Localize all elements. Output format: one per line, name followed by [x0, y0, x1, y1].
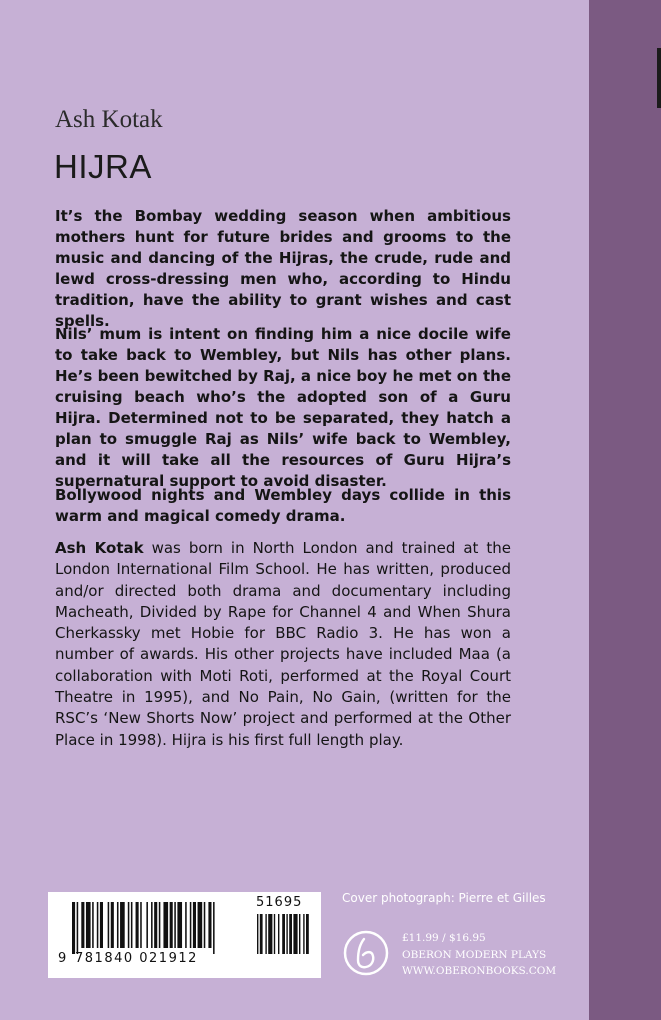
bio-text: was born in North London and trained at the London International Film School. He has written, produced and/or directed both drama and documentary including Macheath, Divided by Rape for Channel 4 and When Shura Cherkassky met Hobie for BBC Radio 3. He has won a number of awards. His other projects have included Maa (a collaboration with Moti Roti, performed at the Royal Court Theatre in 1995), and No Pain, No Gain, (written for the RSC’s ‘New Shorts Now’ project and performed at the Other Place in 1998). Hijra is his first full length play. — [55, 539, 512, 749]
author-bio — [55, 538, 511, 751]
publisher-info — [402, 930, 556, 980]
barcode-lead-digit: 9 — [58, 951, 67, 966]
barcode-main-digits: 781840 021912 — [75, 951, 198, 966]
spine-edge-mark — [657, 48, 661, 108]
author-name: Ash Kotak — [55, 106, 163, 133]
isbn-barcode — [48, 892, 321, 978]
blurb-paragraph-3: Bollywood nights and Wembley days collide in this warm and magical comedy drama. — [55, 486, 511, 525]
oberon-b-logo-icon — [343, 930, 389, 976]
blurb-paragraph-2: Nils’ mum is intent on finding him a nice docile wife to take back to Wembley, but Nils has other plans. He’s been bewitched by Raj, a nice boy he met on the cruising beach who’s the adopted son of a Guru Hijra. Determined not to be separated, they hatch a plan to smuggle Raj as Nils’ wife back to Wembley, and it will take all the resources of Guru Hijra’s supernatural support to avoid disaster. — [55, 325, 511, 490]
series-name: OBERON MODERN PLAYS — [402, 948, 547, 961]
price: £11.99 / $16.95 — [402, 932, 486, 944]
book-title: HIJRA — [54, 148, 152, 185]
blurb-paragraph-1: It’s the Bombay wedding season when ambitious mothers hunt for future brides and grooms to the music and dancing of the Hijras, the crude, rude and lewd cross-dressing men who, according to Hindu tradition, have the ability to grant wishes and cast spells. — [55, 207, 511, 330]
bio-author-name: Ash Kotak — [55, 539, 144, 557]
book-spine — [589, 0, 661, 1020]
barcode-addon-digits: 51695 — [256, 895, 303, 910]
publisher-website: WWW.OBERONBOOKS.COM — [402, 965, 557, 977]
photo-credit: Cover photograph: Pierre et Gilles — [342, 891, 546, 905]
